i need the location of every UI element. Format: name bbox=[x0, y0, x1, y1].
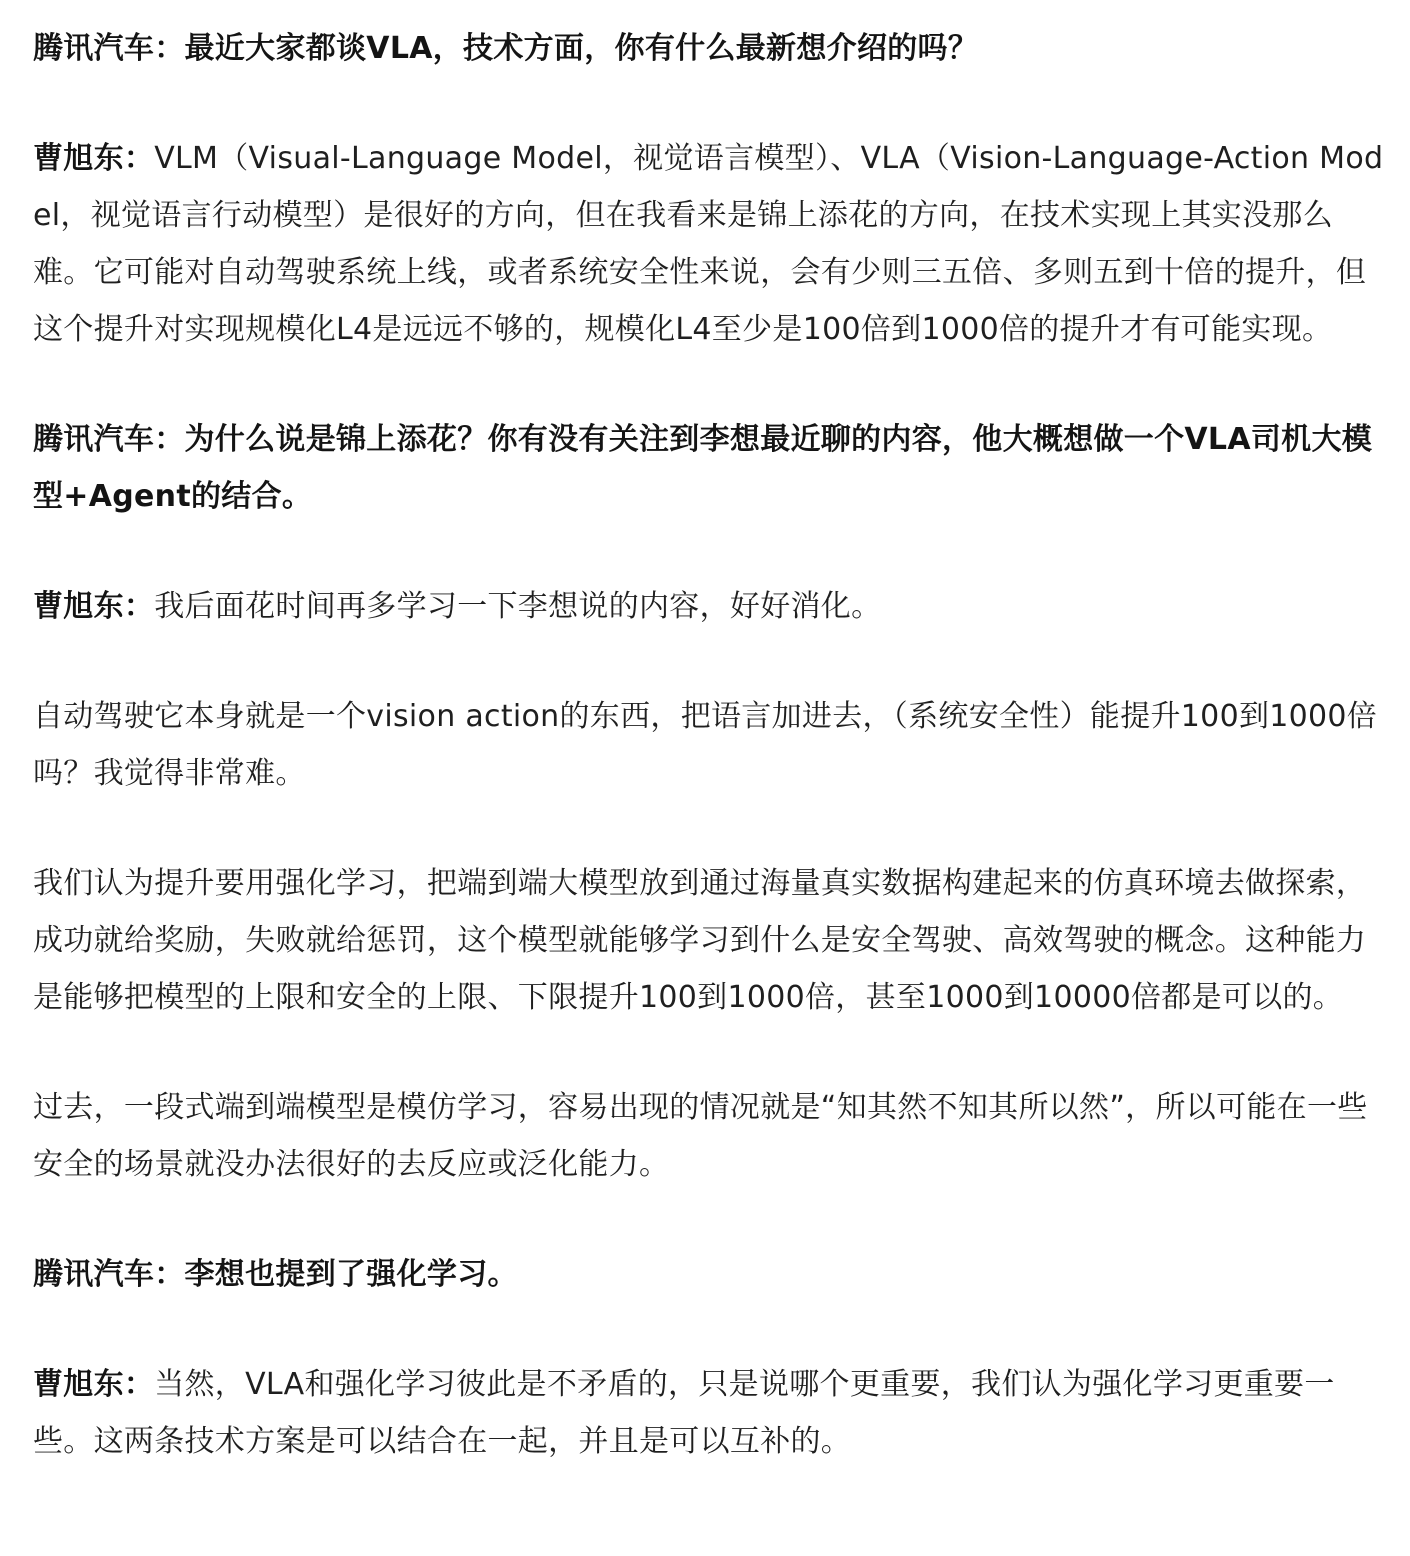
paragraph-text: 自动驾驶它本身就是一个vision action的东西，把语言加进去，（系统安全性）能提升100到1000倍吗？我觉得非常难。 bbox=[33, 699, 1378, 791]
answer-paragraph-5 bbox=[33, 1079, 1385, 1193]
paragraph-text: 最近大家都谈VLA，技术方面，你有什么最新想介绍的吗？ bbox=[184, 31, 979, 66]
answer-paragraph-3 bbox=[33, 688, 1385, 802]
speaker-label: 曹旭东： bbox=[33, 1367, 155, 1402]
paragraph-text: 为什么说是锦上添花？你有没有关注到李想最近聊的内容，他大概想做一个VLA司机大模型+Agent的结合。 bbox=[33, 422, 1373, 514]
speaker-label: 腾讯汽车： bbox=[33, 422, 185, 457]
interview-article bbox=[33, 20, 1385, 1470]
answer-paragraph-2 bbox=[33, 578, 1385, 635]
paragraph-text: 李想也提到了强化学习。 bbox=[184, 1257, 518, 1292]
speaker-label: 腾讯汽车： bbox=[33, 1257, 185, 1292]
paragraph-text: VLM（Visual-Language Model，视觉语言模型）、VLA（Vision-Language-Action Model，视觉语言行动模型）是很好的方向，但在我看来是锦上添花的方向，在技术实现上其实没那么难。它可能对自动驾驶系统上线，或者系统安全性来说，会有少则三五倍、多则五到十倍的提升，但这个提升对实现规模化L4是远远不够的，规模化L4至少是100倍到1000倍的提升才有可能实现。 bbox=[33, 141, 1384, 347]
speaker-label: 腾讯汽车： bbox=[33, 31, 185, 66]
paragraph-text: 当然，VLA和强化学习彼此是不矛盾的，只是说哪个更重要，我们认为强化学习更重要一些。这两条技术方案是可以结合在一起，并且是可以互补的。 bbox=[33, 1367, 1335, 1459]
paragraph-text: 我后面花时间再多学习一下李想说的内容，好好消化。 bbox=[154, 589, 882, 624]
speaker-label: 曹旭东： bbox=[33, 141, 155, 176]
paragraph-text: 我们认为提升要用强化学习，把端到端大模型放到通过海量真实数据构建起来的仿真环境去做探索，成功就给奖励，失败就给惩罚，这个模型就能够学习到什么是安全驾驶、高效驾驶的概念。这种能力是能够把模型的上限和安全的上限、下限提升100到1000倍，甚至1000到10000倍都是可以的。 bbox=[33, 866, 1367, 1015]
speaker-label: 曹旭东： bbox=[33, 589, 155, 624]
question-paragraph-2 bbox=[33, 411, 1385, 525]
question-paragraph-3 bbox=[33, 1246, 1385, 1303]
answer-paragraph-6 bbox=[33, 1356, 1385, 1470]
paragraph-text: 过去，一段式端到端模型是模仿学习，容易出现的情况就是“知其然不知其所以然”，所以可能在一些安全的场景就没办法很好的去反应或泛化能力。 bbox=[33, 1090, 1368, 1182]
question-paragraph-1 bbox=[33, 20, 1385, 77]
answer-paragraph-1 bbox=[33, 130, 1385, 358]
answer-paragraph-4 bbox=[33, 855, 1385, 1026]
